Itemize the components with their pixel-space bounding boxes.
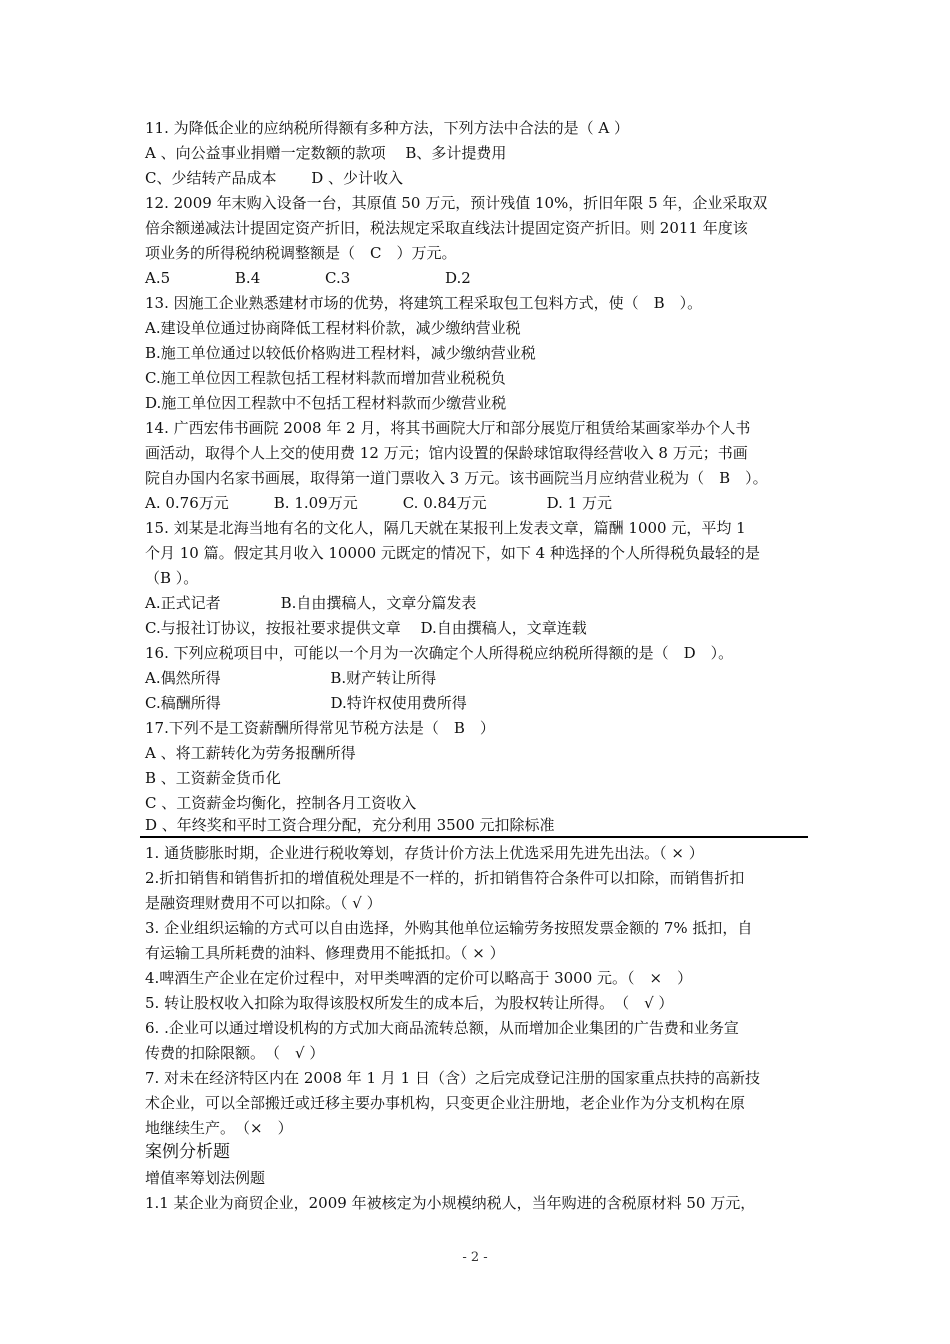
text-line: C、少结转产品成本 D 、少计收入 xyxy=(145,169,404,187)
section-title: 案例分析题 xyxy=(145,1142,230,1162)
text-line: A.偶然所得 B.财产转让所得 xyxy=(145,669,437,687)
text-line: 项业务的所得税纳税调整额是（ C ）万元。 xyxy=(145,244,457,262)
text-line: A.正式记者 B.自由撰稿人，文章分篇发表 xyxy=(145,594,477,612)
text-line: C.施工单位因工程款包括工程材料款而增加营业税税负 xyxy=(145,369,506,387)
text-line: A 、将工薪转化为劳务报酬所得 xyxy=(145,744,356,762)
section-subtitle: 增值率筹划法例题 xyxy=(145,1169,266,1187)
text-line: 1.1 某企业为商贸企业，2009 年被核定为小规模纳税人，当年购进的含税原材料 50 万元， xyxy=(145,1194,756,1212)
text-line: （B ）。 xyxy=(145,569,199,587)
text-line: 11. 为降低企业的应纳税所得额有多种方法，下列方法中合法的是（ A ） xyxy=(145,119,629,137)
text-line: C.与报社订协议，按报社要求提供文章 D.自由撰稿人，文章连载 xyxy=(145,619,587,637)
text-line: 有运输工具所耗费的油料、修理费用不能抵扣。（ × ） xyxy=(145,944,505,962)
text-line: 15. 刘某是北海当地有名的文化人，隔几天就在某报刊上发表文章，篇酬 1000 元，平均 1 xyxy=(145,519,746,537)
text-line: C.稿酬所得 D.特许权使用费所得 xyxy=(145,694,467,712)
text-line: 1. 通货膨胀时期，企业进行税收筹划，存货计价方法上优选采用先进先出法。（ × ） xyxy=(145,844,704,862)
section-divider xyxy=(140,836,808,838)
page-number: - 2 - xyxy=(462,1250,488,1265)
text-line: 个月 10 篇。假定其月收入 10000 元既定的情况下，如下 4 种选择的个人所得税负最轻的是 xyxy=(145,544,760,562)
text-line: D.施工单位因工程款中不包括工程材料款而少缴营业税 xyxy=(145,394,507,412)
text-line: 16. 下列应税项目中，可能以一个月为一次确定个人所得税应纳税所得额的是（ D ）。 xyxy=(145,644,734,662)
text-line: 地继续生产。 （× ） xyxy=(145,1119,293,1137)
text-line: B.施工单位通过以较低价格购进工程材料，减少缴纳营业税 xyxy=(145,344,536,362)
text-line: B 、工资薪金货币化 xyxy=(145,769,281,787)
text-line: A.建设单位通过协商降低工程材料价款，减少缴纳营业税 xyxy=(145,319,521,337)
text-line: 7. 对未在经济特区内在 2008 年 1 月 1 日（含）之后完成登记注册的国家重点扶持的高新技 xyxy=(145,1069,760,1087)
text-line: 13. 因施工企业熟悉建材市场的优势，将建筑工程采取包工包料方式，使（ B ）。 xyxy=(145,294,703,312)
text-line: 2.折扣销售和销售折扣的增值税处理是不一样的，折扣销售符合条件可以扣除，而销售折扣 xyxy=(145,869,745,887)
text-line: 画活动，取得个人上交的使用费 12 万元；馆内设置的保龄球馆取得经营收入 8 万元；书画 xyxy=(145,444,748,462)
text-line: 传费的扣除限额。 （ √ ） xyxy=(145,1044,325,1062)
text-line: 12. 2009 年末购入设备一台，其原值 50 万元，预计残值 10%，折旧年限 5 年，企业采取双 xyxy=(145,194,768,212)
text-line: 6. .企业可以通过增设机构的方式加大商品流转总额，从而增加企业集团的广告费和业务宣 xyxy=(145,1019,739,1037)
text-line: 5. 转让股权收入扣除为取得该股权所发生的成本后，为股权转让所得。 （ √ ） xyxy=(145,994,674,1012)
text-line: A 、向公益事业捐赠一定数额的款项 B、多计提费用 xyxy=(145,144,507,162)
text-line: C 、工资薪金均衡化，控制各月工资收入 xyxy=(145,794,417,812)
text-line: 3. 企业组织运输的方式可以自由选择，外购其他单位运输劳务按照发票金额的 7% 抵扣，自 xyxy=(145,919,753,937)
text-line: 17.下列不是工资薪酬所得常见节税方法是（ B ） xyxy=(145,719,495,737)
text-line: D 、年终奖和平时工资合理分配，充分利用 3500 元扣除标准 xyxy=(145,816,555,834)
text-line: 院自办国内名家书画展，取得第一道门票收入 3 万元。该书画院当月应纳营业税为（ B ）。 xyxy=(145,469,768,487)
text-line: 14. 广西宏伟书画院 2008 年 2 月，将其书画院大厅和部分展览厅租赁给某画家举办个人书 xyxy=(145,419,751,437)
text-line: 是融资理财费用不可以扣除。（ √ ） xyxy=(145,894,382,912)
text-line: 术企业，可以全部搬迁或迁移主要办事机构，只变更企业注册地，老企业作为分支机构在原 xyxy=(145,1094,746,1112)
text-line: A. 0.76万元 B. 1.09万元 C. 0.84万元 D. 1 万元 xyxy=(145,494,612,512)
text-line: 倍余额递减法计提固定资产折旧，税法规定采取直线法计提固定资产折旧。则 2011 年度该 xyxy=(145,219,748,237)
text-line: 4.啤酒生产企业在定价过程中，对甲类啤酒的定价可以略高于 3000 元。（ × ） xyxy=(145,969,693,987)
text-line: A.5 B.4 C.3 D.2 xyxy=(145,269,471,287)
